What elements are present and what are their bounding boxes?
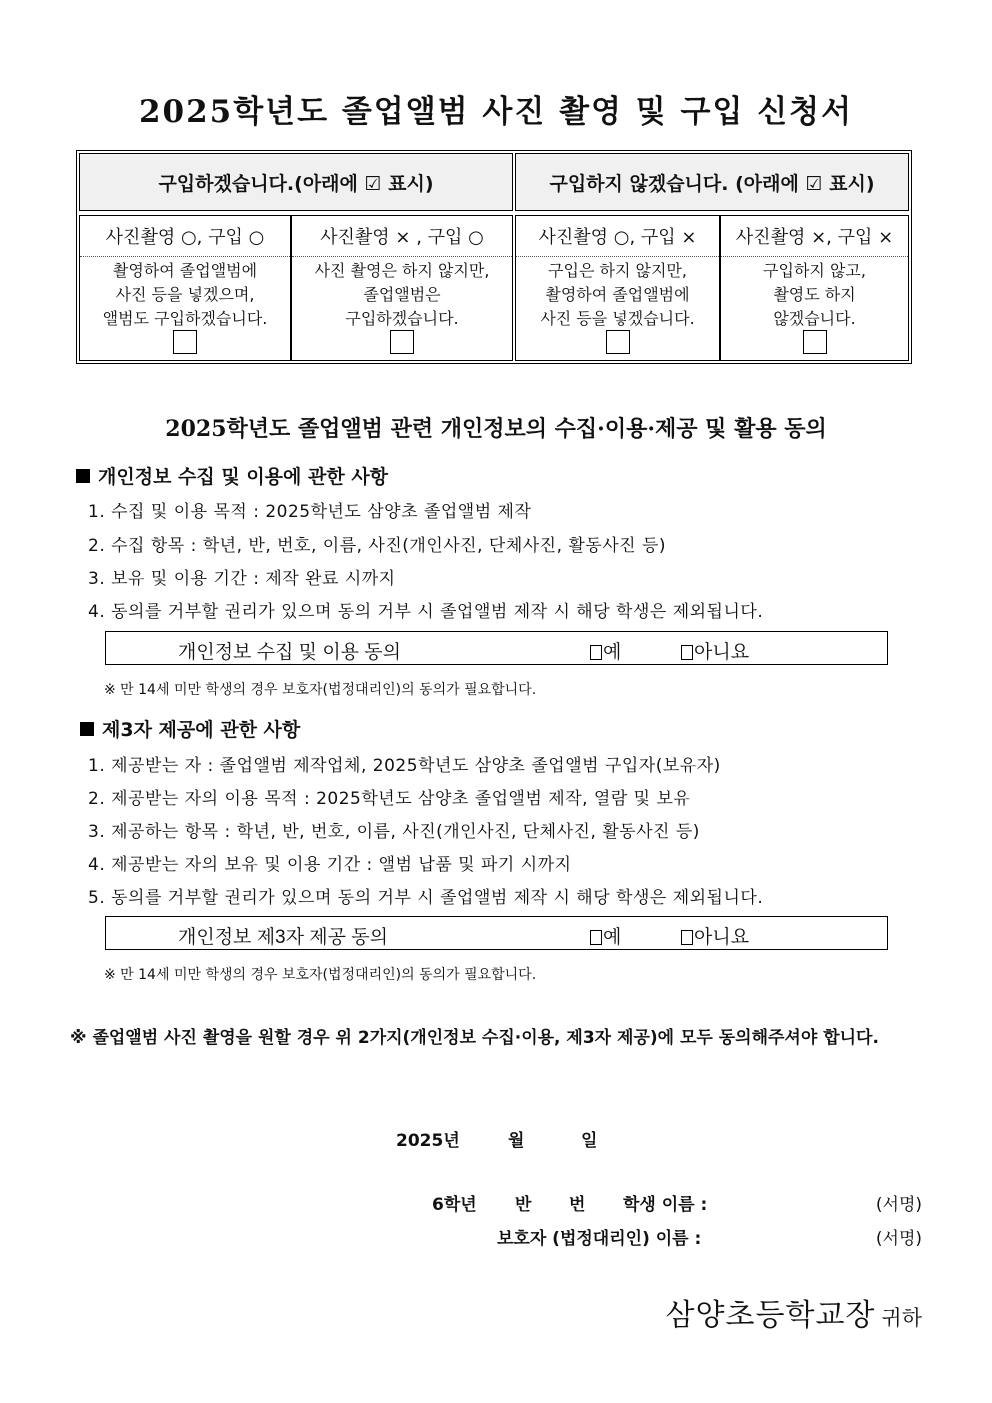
option-desc: 촬영하여 졸업앨범에 사진 등을 넣겠으며, 앨범도 구입하겠습니다. [102,261,268,328]
consent-yes-label: 예 [603,927,622,948]
checkbox-icon[interactable] [590,930,602,945]
page-title: 2025학년도 졸업앨범 사진 촬영 및 구입 신청서 [138,94,854,130]
consent-title: 2025학년도 졸업앨범 관련 개인정보의 수집·이용·제공 및 활용 동의 [165,416,827,442]
consent-box-collection [105,631,888,665]
section2-item: 1. 제공받는 자 : 졸업앨범 제작업체, 2025학년도 삼양초 졸업앨범 구입자(보유자) [88,756,721,776]
consent-label: 개인정보 제3자 제공 동의 [178,927,388,948]
option-desc: 구입은 하지 않지만, 촬영하여 졸업앨범에 사진 등을 넣겠습니다. [540,261,695,328]
option-checkbox[interactable] [803,330,827,354]
student-class: 반 [515,1195,532,1215]
consent-yes-label: 예 [603,642,622,663]
buy-header: 구입하겠습니다.(아래에 ☑ 표시) [79,153,513,211]
date-day: 일 [581,1131,598,1151]
section1-note: ※ 만 14세 미만 학생의 경우 보호자(법정대리인)의 동의가 필요합니다. [104,682,537,698]
recipient [666,1290,922,1334]
date-month: 월 [508,1131,525,1151]
option-photo-buy [79,215,291,361]
section1-heading [76,462,388,489]
option-desc: 구입하지 않고, 촬영도 하지 않겠습니다. [763,261,866,328]
consent-no[interactable] [681,637,749,664]
consent-yes[interactable] [590,922,621,949]
consent-yes[interactable] [590,637,621,664]
date-year: 2025년 [396,1131,460,1151]
checkbox-icon[interactable] [681,645,693,660]
square-bullet-icon [80,722,94,736]
option-desc: 사진 촬영은 하지 않지만, 졸업앨범은 구입하겠습니다. [314,261,490,328]
section2-heading-text: 제3자 제공에 관한 사항 [102,719,301,741]
section1-item: 4. 동의를 거부할 권리가 있으며 동의 거부 시 졸업앨범 제작 시 해당 학생은 제외됩니다. [88,602,764,622]
section1-item: 1. 수집 및 이용 목적 : 2025학년도 삼양초 졸업앨범 제작 [88,502,532,522]
student-grade: 6학년 [432,1195,477,1215]
recipient-name: 삼양초등학교장 [665,1298,876,1333]
final-note: ※ 졸업앨범 사진 촬영을 원할 경우 위 2가지(개인정보 수집·이용, 제3자 제공)에 모두 동의해주셔야 합니다. [70,1028,879,1048]
recipient-suffix: 귀하 [881,1306,922,1330]
square-bullet-icon [76,469,90,483]
section2-item: 5. 동의를 거부할 권리가 있으며 동의 거부 시 졸업앨범 제작 시 해당 학생은 제외됩니다. [88,888,764,908]
section2-item: 2. 제공받는 자의 이용 목적 : 2025학년도 삼양초 졸업앨범 제작, 열람 및 보유 [88,789,691,809]
nobuy-header: 구입하지 않겠습니다. (아래에 ☑ 표시) [515,153,909,211]
option-nophoto-nobuy [720,215,909,361]
checkbox-icon[interactable] [681,930,693,945]
guardian-name-label: 보호자 (법정대리인) 이름 : [497,1229,702,1249]
consent-no-label: 아니요 [694,642,750,663]
student-number: 번 [569,1195,586,1215]
student-name-label: 학생 이름 : [623,1195,708,1215]
section2-item: 4. 제공받는 자의 보유 및 이용 기간 : 앨범 납품 및 파기 시까지 [88,855,572,875]
section2-heading [80,715,300,742]
consent-no[interactable] [681,922,749,949]
consent-label: 개인정보 수집 및 이용 동의 [178,642,402,663]
section2-item: 3. 제공하는 항목 : 학년, 반, 번호, 이름, 사진(개인사진, 단체사진, 활동사진 등) [88,822,700,842]
option-label: 사진촬영 ○, 구입 × [516,216,719,257]
section2-note: ※ 만 14세 미만 학생의 경우 보호자(법정대리인)의 동의가 필요합니다. [104,967,537,983]
guardian-sign: (서명) [875,1229,922,1249]
section1-item: 2. 수집 항목 : 학년, 반, 번호, 이름, 사진(개인사진, 단체사진, 활동사진 등) [88,536,667,556]
checkbox-icon[interactable] [590,645,602,660]
student-sign: (서명) [875,1195,922,1215]
option-label: 사진촬영 × , 구입 ○ [292,216,512,257]
consent-box-thirdparty [105,916,888,950]
option-nophoto-buy [291,215,513,361]
section1-item: 3. 보유 및 이용 기간 : 제작 완료 시까지 [88,569,396,589]
section1-heading-text: 개인정보 수집 및 이용에 관한 사항 [98,466,389,488]
option-table [76,150,912,364]
consent-no-label: 아니요 [694,927,750,948]
option-checkbox[interactable] [173,330,197,354]
option-photo-nobuy [515,215,720,361]
option-label: 사진촬영 ○, 구입 ○ [80,216,290,257]
option-label: 사진촬영 ×, 구입 × [721,216,908,257]
option-checkbox[interactable] [606,330,630,354]
option-checkbox[interactable] [390,330,414,354]
